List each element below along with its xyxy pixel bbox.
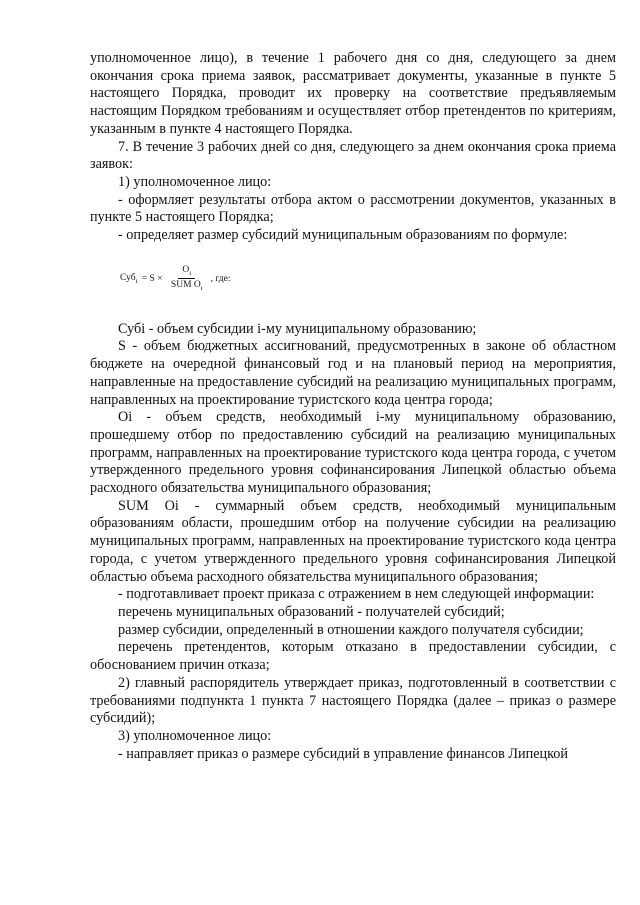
paragraph: SUM Оi - суммарный объем средств, необходимый муниципальным образованиям области, прошедшим отбор на получение субсидии на реализацию муниципальных программ, направленных на проектирование туристского кода центра города, с учетом утвержденного предельного уровня софинансирования Липецкой областью объема расходного обязательства муниципального образования;: [90, 497, 616, 585]
paragraph: - подготавливает проект приказа с отражением в нем следующей информации:: [118, 586, 595, 603]
paragraph: 7. В течение 3 рабочих дней со дня, следующего за днем окончания срока приема заявок:: [90, 138, 616, 173]
formula-tail: , где:: [210, 273, 231, 284]
paragraph: уполномоченное лицо), в течение 1 рабочего дня со дня, следующего за днем окончания срока приема заявок, рассматривает документы, указанные в пункте 5 настоящего Порядка, проводит их проверку на соответствие предъявляемым настоящим Порядком требованиям и осуществляет отбор претендентов по критериям, указанным в пункте 4 настоящего Порядка.: [90, 50, 616, 137]
paragraph: - оформляет результаты отбора актом о рассмотрении документов, указанных в пункте 5 настоящего Порядка;: [90, 191, 616, 226]
formula-numerator: $О_i$: [178, 265, 195, 279]
paragraph: Оi - объем средств, необходимый i-му муниципальному образованию, прошедшему отбор по предоставлению субсидий на реализацию муниципальных программ, направленных на проектирование туристского кода центра города, с учетом утвержденного предельного уровня софинансирования Липецкой областью объема расходного обязательства муниципального образования;: [90, 409, 616, 497]
subsidy-formula: [90, 249, 616, 309]
paragraph: Субi - объем субсидии i-му муниципальному образованию;: [118, 320, 477, 337]
paragraph: перечень муниципальных образований - получателей субсидий;: [118, 603, 505, 620]
formula-lhs: Суб$_i$: [120, 272, 138, 285]
formula-fraction: [167, 265, 207, 292]
paragraph: S - объем бюджетных ассигнований, предусмотренных в законе об областном бюджете на очередной финансовый год и на плановый период на мероприятия, направленные на предоставление субсидий на реализацию муниципальных программ, направленных на проектирование туристского кода центра города;: [90, 338, 616, 408]
text-block-top: [90, 50, 616, 245]
paragraph: - определяет размер субсидий муниципальным образованиям по формуле:: [118, 227, 568, 244]
paragraph: размер субсидии, определенный в отношении каждого получателя субсидии;: [118, 621, 584, 638]
text-block-bottom: [90, 321, 616, 764]
formula-denominator: SUM $О_i$: [170, 280, 203, 293]
paragraph: 3) уполномоченное лицо:: [118, 727, 272, 744]
paragraph: перечень претендентов, которым отказано в предоставлении субсидии, с обоснованием причин отказа;: [90, 639, 616, 674]
paragraph: - направляет приказ о размере субсидий в управление финансов Липецкой: [118, 745, 568, 762]
formula-equals: = S ×: [139, 273, 165, 284]
paragraph: 1) уполномоченное лицо:: [118, 173, 272, 190]
paragraph: 2) главный распорядитель утверждает приказ, подготовленный в соответствии с требованиями подпункта 1 пункта 7 настоящего Порядка (далее – приказ о размере субсидий);: [90, 674, 616, 727]
